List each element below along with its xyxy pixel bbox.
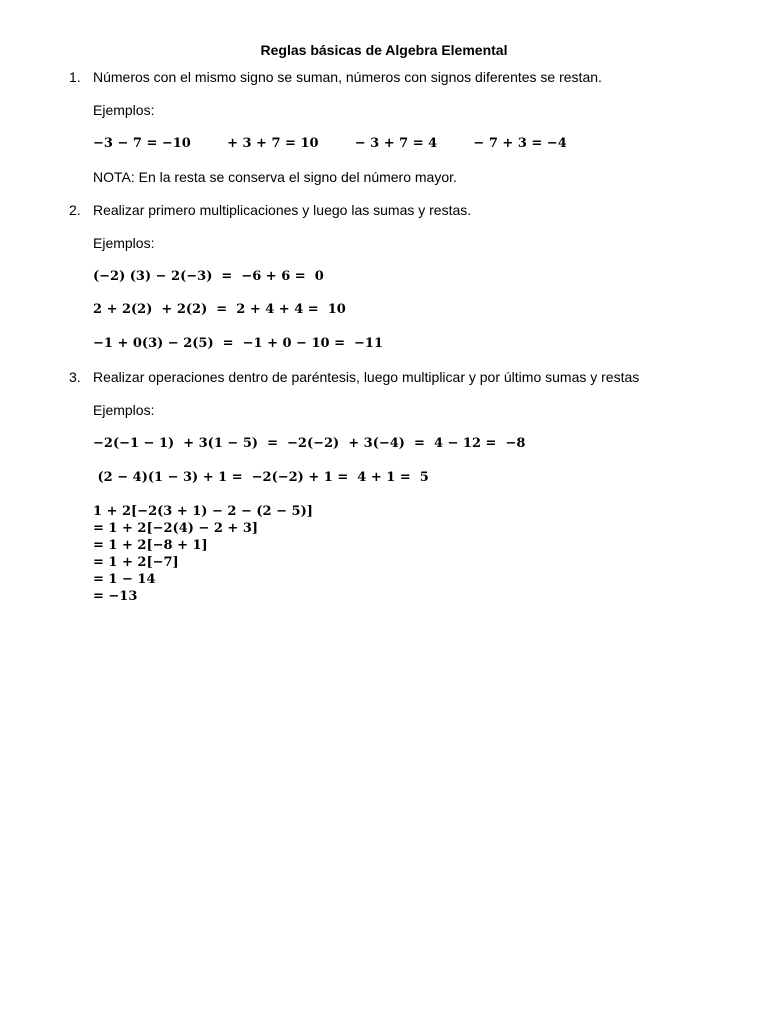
rule-3-step-list (93, 503, 313, 605)
rule-1-text: Números con el mismo signo se suman, números con signos diferentes se restan. (93, 69, 602, 85)
rule-2-example-1: (−2) (3) − 2(−3) = −6 + 6 = 0 (93, 269, 324, 284)
rule-3-number: 3. (69, 369, 81, 385)
rule-3-text: Realizar operaciones dentro de paréntesis, luego multiplicar y por último sumas y restas (93, 369, 640, 385)
rule-2-number: 2. (69, 202, 81, 218)
rule-3-example-2: (2 − 4)(1 − 3) + 1 = −2(−2) + 1 = 4 + 1 = 5 (93, 470, 429, 485)
rule-2-example-2: 2 + 2(2) + 2(2) = 2 + 4 + 4 = 10 (93, 302, 346, 317)
rule-2-examples-label: Ejemplos: (93, 235, 155, 251)
rule-1-note: NOTA: En la resta se conserva el signo del número mayor. (93, 169, 457, 185)
rule-3-step-1: 1 + 2[−2(3 + 1) − 2 − (2 − 5)] (93, 504, 313, 519)
document-title: Reglas básicas de Algebra Elemental (260, 42, 508, 58)
rule-1-examples-label: Ejemplos: (93, 102, 155, 118)
rule-3-step-5: = 1 − 14 (93, 572, 156, 587)
rule-3-step-3: = 1 + 2[−8 + 1] (93, 538, 208, 553)
rule-3-examples-label: Ejemplos: (93, 402, 155, 418)
rule-3-example-1: −2(−1 − 1) + 3(1 − 5) = −2(−2) + 3(−4) = 4 − 12 = −8 (93, 436, 526, 451)
rule-1-examples-line: −3 − 7 = −10 + 3 + 7 = 10 − 3 + 7 = 4 − 7 + 3 = −4 (93, 136, 567, 151)
rule-1-number: 1. (69, 69, 81, 85)
rule-3-step-4: = 1 + 2[−7] (93, 555, 179, 570)
rule-3-step-2: = 1 + 2[−2(4) − 2 + 3] (93, 521, 259, 536)
rule-3-step-6: = −13 (93, 589, 138, 604)
rule-2-text: Realizar primero multiplicaciones y luego las sumas y restas. (93, 202, 472, 218)
rule-2-example-3: −1 + 0(3) − 2(5) = −1 + 0 − 10 = −11 (93, 336, 384, 351)
